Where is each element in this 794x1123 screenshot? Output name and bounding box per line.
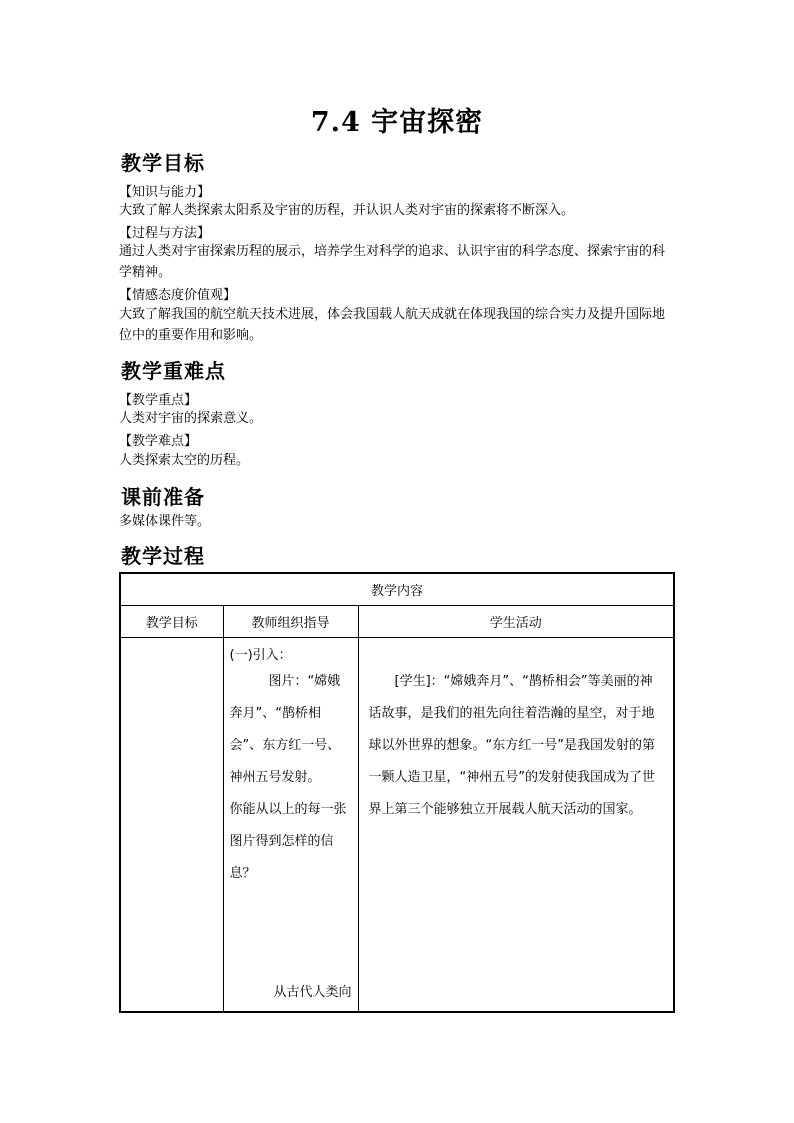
emotion-text: 大致了解我国的航空航天技术进展，体会我国载人航天成就在体现我国的综合实力及提升国际地位中的重要作用和影响。 bbox=[119, 307, 666, 343]
teacher-cell bbox=[223, 638, 358, 1012]
preparation-text: 多媒体课件等。 bbox=[119, 514, 211, 529]
teacher-continued-text: 从古代人类向 bbox=[273, 984, 352, 1000]
page-title: 7.4 宇宙探密 bbox=[310, 107, 484, 138]
teacher-pictures: 图片：“嫦娥奔月”、“鹊桥相会”、东方红一号、神州五号发射。 bbox=[229, 674, 341, 785]
objectives-heading: 教学目标 bbox=[121, 151, 205, 175]
student-cell bbox=[358, 638, 674, 1012]
key-points-heading: 教学重难点 bbox=[121, 359, 226, 383]
knowledge-label: 【知识与能力】 bbox=[119, 185, 211, 200]
col-header-goal: 教学目标 bbox=[120, 606, 223, 638]
col-header-teacher: 教师组织指导 bbox=[223, 606, 358, 638]
process-heading: 教学过程 bbox=[121, 544, 205, 568]
process-label: 【过程与方法】 bbox=[119, 226, 211, 241]
teaching-content-header: 教学内容 bbox=[120, 573, 674, 606]
focus-label: 【教学重点】 bbox=[119, 393, 198, 408]
teacher-question: 你能从以上的每一张图片得到怎样的信息？ bbox=[229, 802, 347, 881]
table-row bbox=[120, 638, 674, 1012]
difficulty-text: 人类探索太空的历程。 bbox=[119, 453, 250, 468]
focus-text: 人类对宇宙的探索意义。 bbox=[119, 411, 263, 426]
goal-cell bbox=[120, 638, 223, 1012]
student-activity: [学生]：“嫦娥奔月”、“鹊桥相会”等美丽的神话故事，是我们的祖先向往着浩瀚的星空，对于地球以外世界的想象。“东方红一号”是我国发射的第一颗人造卫星，“神州五号”的发射使我国成为了世界上第三个能够独立开展载人航天活动的国家。 bbox=[368, 674, 655, 817]
teaching-process-table bbox=[119, 572, 675, 1013]
knowledge-text: 大致了解人类探索太阳系及宇宙的历程，并认识人类对宇宙的探索将不断深入。 bbox=[119, 203, 575, 218]
teacher-intro: (一)引入： bbox=[229, 648, 292, 663]
table-top-header-row bbox=[120, 573, 674, 606]
col-header-student: 学生活动 bbox=[358, 606, 674, 638]
preparation-heading: 课前准备 bbox=[121, 485, 205, 509]
process-text: 通过人类对宇宙探索历程的展示，培养学生对科学的追求、认识宇宙的科学态度、探索宇宙的科学精神。 bbox=[119, 244, 666, 280]
difficulty-label: 【教学难点】 bbox=[119, 434, 198, 449]
table-column-header-row bbox=[120, 606, 674, 638]
emotion-label: 【情感态度价值观】 bbox=[119, 288, 237, 303]
